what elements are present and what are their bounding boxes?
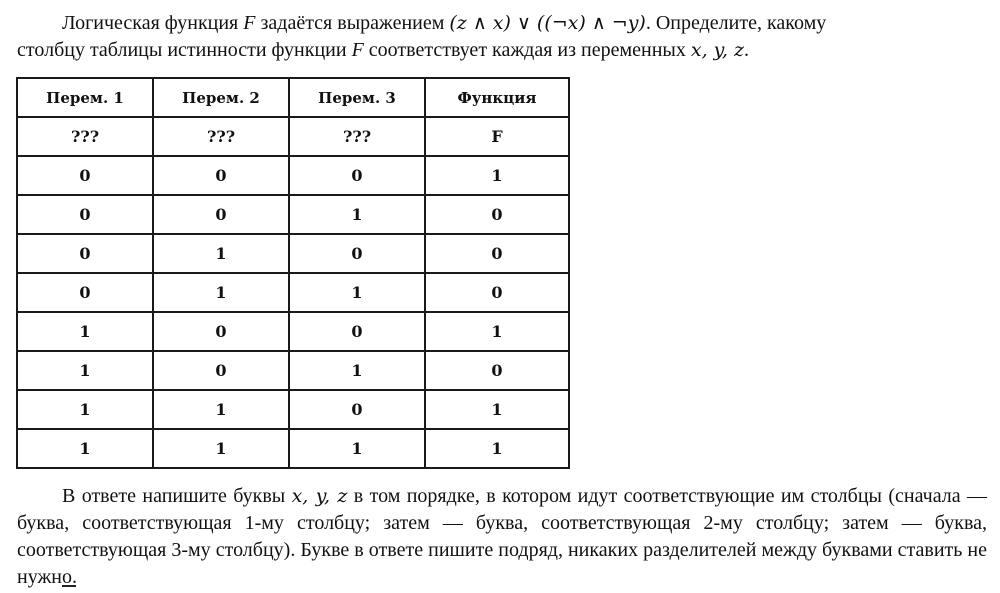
statement-text-after-expr: . Определите, какому xyxy=(645,12,827,34)
table-row xyxy=(17,234,569,273)
table-row xyxy=(17,312,569,351)
table-cell: 0 xyxy=(153,156,289,195)
label-cell: F xyxy=(425,117,569,156)
table-cell: 0 xyxy=(289,390,425,429)
table-cell: 0 xyxy=(153,351,289,390)
table-cell: 0 xyxy=(425,234,569,273)
table-cell: 0 xyxy=(17,195,153,234)
table-cell: 0 xyxy=(289,312,425,351)
table-cell: 1 xyxy=(289,429,425,468)
table-cell: 1 xyxy=(289,273,425,312)
table-row xyxy=(17,156,569,195)
instructions-variables: x, y, z xyxy=(291,485,348,507)
table-cell: 1 xyxy=(425,390,569,429)
table-cell: 0 xyxy=(17,273,153,312)
statement-text-start: Логическая функция xyxy=(62,12,244,34)
function-letter: F xyxy=(243,12,256,34)
header-cell: Функция xyxy=(425,78,569,117)
table-cell: 0 xyxy=(425,351,569,390)
statement-line-2 xyxy=(17,37,987,64)
table-cell: 1 xyxy=(17,312,153,351)
table-cell: 1 xyxy=(289,351,425,390)
table-cell: 0 xyxy=(289,234,425,273)
statement-line-1 xyxy=(17,10,987,37)
label-cell: ??? xyxy=(289,117,425,156)
table-cell: 1 xyxy=(17,429,153,468)
instructions-start: В ответе напишите буквы xyxy=(62,485,292,507)
header-row xyxy=(17,78,569,117)
table-cell: 1 xyxy=(425,312,569,351)
table-row xyxy=(17,390,569,429)
table-cell: 1 xyxy=(153,273,289,312)
problem-statement xyxy=(17,10,987,64)
table-cell: 1 xyxy=(289,195,425,234)
table-cell: 1 xyxy=(153,429,289,468)
table-row xyxy=(17,351,569,390)
header-cell: Перем. 1 xyxy=(17,78,153,117)
cropped-text-fragment xyxy=(62,585,76,593)
variables-list: x, y, z xyxy=(690,39,744,61)
table-cell: 0 xyxy=(17,234,153,273)
table-row xyxy=(17,195,569,234)
label-row xyxy=(17,117,569,156)
table-cell: 0 xyxy=(425,195,569,234)
table-cell: 1 xyxy=(153,390,289,429)
boolean-expression: (z ∧ x) ∨ ((¬x) ∧ ¬y) xyxy=(449,12,646,34)
truth-table xyxy=(16,77,570,469)
table-cell: 1 xyxy=(425,429,569,468)
table-cell: 0 xyxy=(289,156,425,195)
table-cell: 1 xyxy=(17,390,153,429)
table-cell: 0 xyxy=(153,312,289,351)
table-cell: 1 xyxy=(153,234,289,273)
function-letter-2: F xyxy=(351,39,364,61)
instructions-rest: в том порядке, в котором идут соответствующие им столбцы (сначала — буква, соответствующая 1-му столбцу; затем — буква, соответствующая 2-му столбцу; затем — буква, соответствующая 3-му столбцу). Букве в ответе пишите подряд, никаких разделителей между буквами ставить не нужно. xyxy=(17,485,987,588)
table-row xyxy=(17,429,569,468)
header-cell: Перем. 3 xyxy=(289,78,425,117)
statement-line2-rest: соответствует каждая из переменных xyxy=(363,39,691,61)
table-row xyxy=(17,273,569,312)
table-cell: 1 xyxy=(17,351,153,390)
header-cell: Перем. 2 xyxy=(153,78,289,117)
table-cell: 0 xyxy=(153,195,289,234)
table-cell: 0 xyxy=(17,156,153,195)
answer-instructions xyxy=(17,483,987,591)
table-cell: 1 xyxy=(425,156,569,195)
statement-line2-end: . xyxy=(743,39,749,61)
label-cell: ??? xyxy=(153,117,289,156)
statement-text-mid: задаётся выражением xyxy=(255,12,450,34)
statement-line2-text: столбцу таблицы истинности функции xyxy=(17,39,352,61)
table-cell: 0 xyxy=(425,273,569,312)
label-cell: ??? xyxy=(17,117,153,156)
